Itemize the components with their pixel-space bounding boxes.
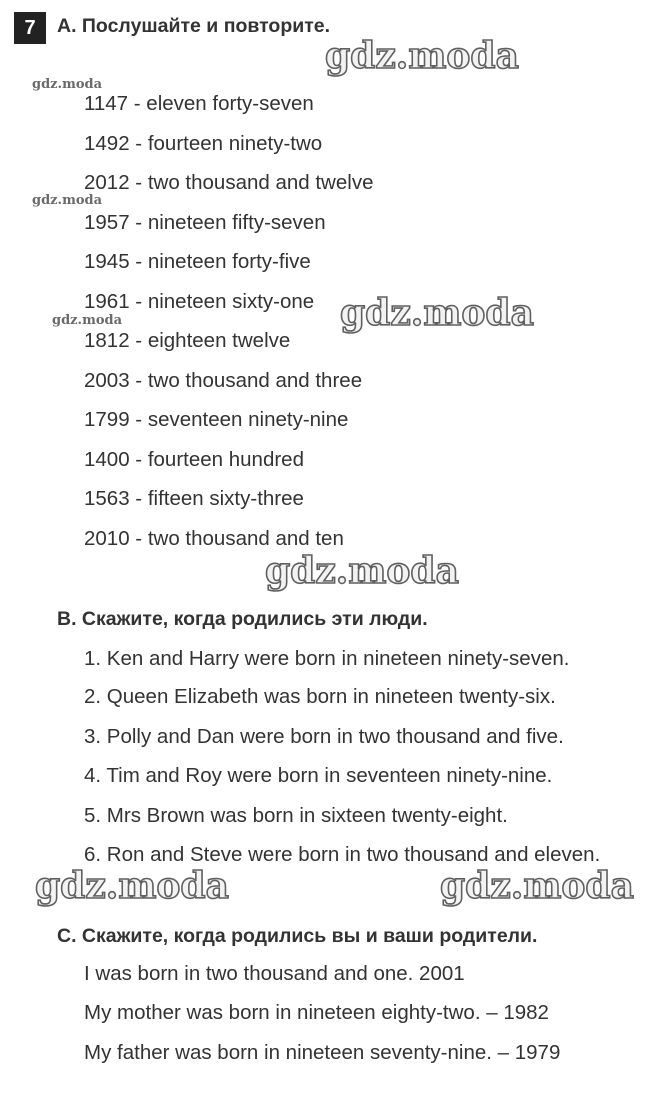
list-item: 2003 - two thousand and three [84,369,363,392]
watermark-small: gdz.moda [32,77,103,92]
list-item: 2. Queen Elizabeth was born in nineteen twenty-six. [84,685,556,708]
list-item: 1492 - fourteen ninety-two [84,132,323,155]
section-c-heading: С. Скажите, когда родились вы и ваши родители. [57,925,538,947]
section-a-heading: А. Послушайте и повторите. [57,15,331,37]
watermark-logo: gdz.moda [325,35,519,77]
list-item: I was born in two thousand and one. 2001 [84,962,465,985]
list-item: 1563 - fifteen sixty-three [84,487,304,510]
list-item: My father was born in nineteen seventy-nine. – 1979 [84,1041,561,1064]
list-item: 1400 - fourteen hundred [84,448,304,471]
list-item: 1812 - eighteen twelve [84,329,291,352]
list-item: 6. Ron and Steve were born in two thousand and eleven. [84,843,601,866]
list-item: 3. Polly and Dan were born in two thousand and five. [84,725,564,748]
list-item: 2010 - two thousand and ten [84,527,344,550]
list-item: 1961 - nineteen sixty-one [84,290,315,313]
list-item: 4. Tim and Roy were born in seventeen ninety-nine. [84,764,553,787]
list-item: 1957 - nineteen fifty-seven [84,211,326,234]
exercise-number-badge: 7 [14,12,46,44]
list-item: 5. Mrs Brown was born in sixteen twenty-eight. [84,804,508,827]
watermark-logo: gdz.moda [340,292,534,334]
section-b-heading: B. Скажите, когда родились эти люди. [57,608,428,630]
list-item: My mother was born in nineteen eighty-two. – 1982 [84,1001,549,1024]
watermark-small: gdz.moda [32,193,103,208]
list-item: 1147 - eleven forty-seven [84,92,314,115]
watermark-logo: gdz.moda [440,865,634,907]
list-item: 1945 - nineteen forty-five [84,250,311,273]
watermark-logo: gdz.moda [35,865,229,907]
watermark-small: gdz.moda [52,313,123,328]
list-item: 2012 - two thousand and twelve [84,171,374,194]
list-item: 1. Ken and Harry were born in nineteen ninety-seven. [84,647,570,670]
list-item: 1799 - seventeen ninety-nine [84,408,349,431]
watermark-logo: gdz.moda [265,550,459,592]
